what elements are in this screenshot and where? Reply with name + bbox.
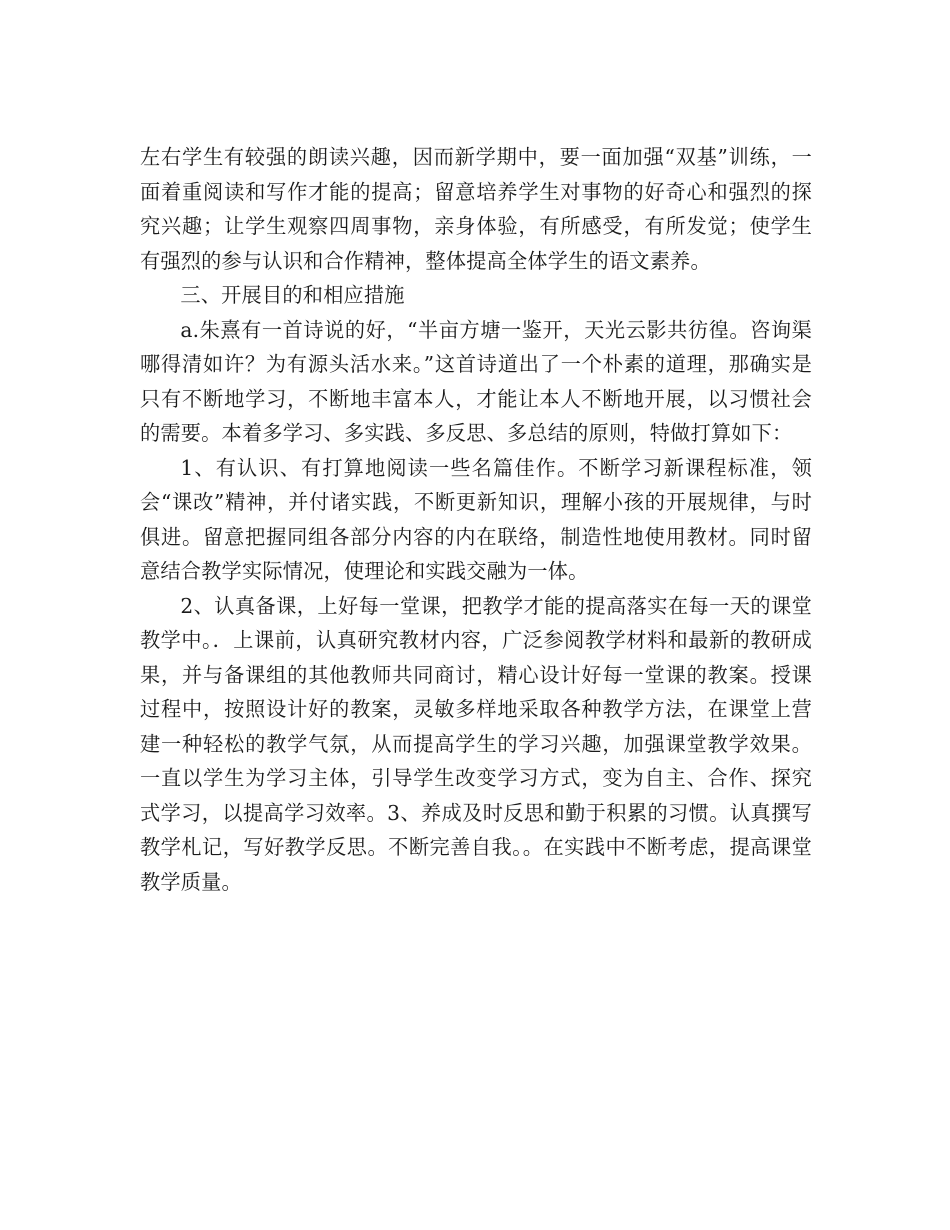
paragraph-poem-quote: a.朱熹有一首诗说的好，“半亩方塘一鉴开，天光云影共彷徨。咨询渠哪得清如许？为有源头活水来。”这首诗道出了一个朴素的道理，那确实是只有不断地学习，不断地丰富本人，才能让本人不断地开展，以习惯社会的需要。本着多学习、多实践、多反思、多总结的原则，特做打算如下： — [140, 317, 812, 445]
document-body — [140, 140, 812, 899]
paragraph-continuation: 左右学生有较强的朗读兴趣，因而新学期中，要一面加强“双基”训练，一面着重阅读和写作才能的提高；留意培养学生对事物的好奇心和强烈的探究兴趣；让学生观察四周事物，亲身体验，有所感受，有所发觉；使学生有强烈的参与认识和合作精神，整体提高全体学生的语文素养。 — [140, 145, 812, 273]
section-heading: 三、开展目的和相应措施 — [180, 283, 405, 307]
paragraph-item-1: 1、有认识、有打算地阅读一些名篇佳作。不断学习新课程标准，领会“课改”精神，并付诸实践，不断更新知识，理解小孩的开展规律，与时俱进。留意把握同组各部分内容的内在联络，制造性地使用教材。同时留意结合教学实际情况，使理论和实践交融为一体。 — [140, 455, 812, 583]
paragraph-item-2: 2、认真备课，上好每一堂课，把教学才能的提高落实在每一天的课堂教学中。．上课前，认真研究教材内容，广泛参阅教学材料和最新的教研成果，并与备课组的其他教师共同商讨，精心设计好每一堂课的教案。授课过程中，按照设计好的教案，灵敏多样地采取各种教学方法，在课堂上营建一种轻松的教学气氛，从而提高学生的学习兴趣，加强课堂教学效果。一直以学生为学习主体，引导学生改变学习方式，变为自主、合作、探究式学习，以提高学习效率。3、养成及时反思和勤于积累的习惯。认真撰写教学札记，写好教学反思。不断完善自我。。在实践中不断考虑，提高课堂教学质量。 — [140, 593, 812, 894]
